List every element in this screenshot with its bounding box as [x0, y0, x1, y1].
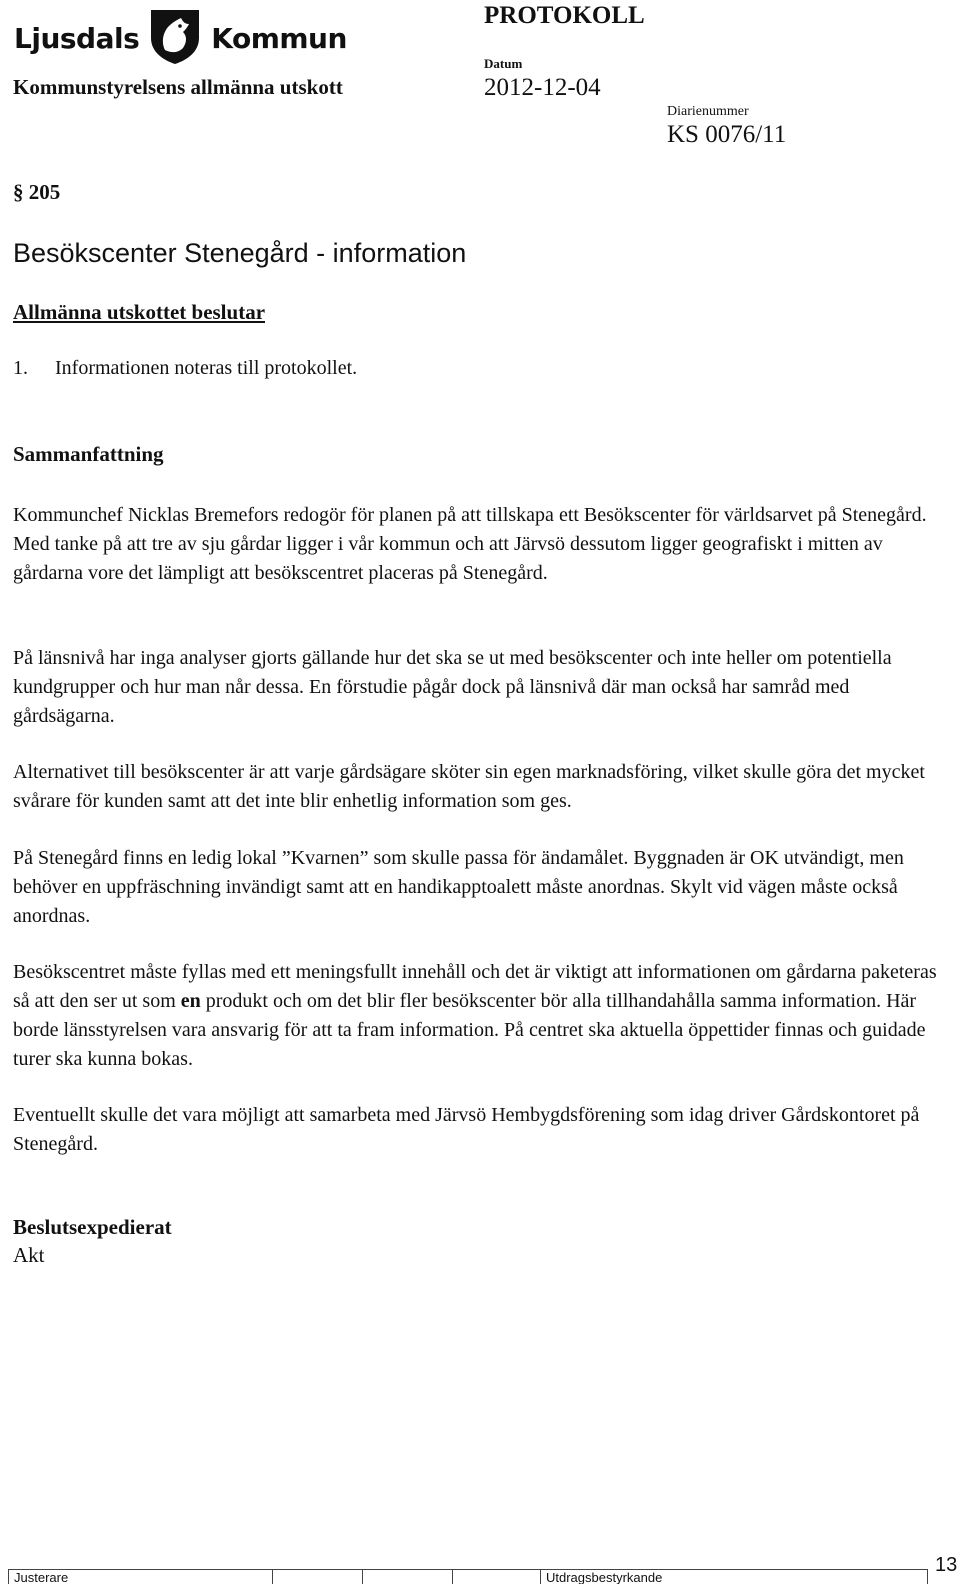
page-number: 13 [935, 1554, 958, 1576]
decision-item [13, 357, 357, 380]
summary-paragraph-3: Alternativet till besökscenter är att varje gårdsägare sköter sin egen marknadsföring, vilket skulle göra det mycket svårare för kunden samt att det inte blir enhetlig information som ges. [13, 761, 925, 812]
expedited-heading: Beslutsexpedierat [13, 1215, 172, 1239]
expedited-to: Akt [13, 1243, 45, 1267]
summary-paragraph-5 [13, 958, 943, 1074]
municipality-logo [14, 6, 347, 71]
justerare-cell: Justerare [8, 1570, 272, 1584]
logo-word-right: Kommun [211, 22, 347, 55]
committee-name: Kommunstyrelsens allmänna utskott [13, 75, 343, 99]
diarie-label: Diarienummer [667, 104, 749, 119]
date-label: Datum [484, 56, 523, 71]
section-title: Besökscenter Stenegård - information [13, 238, 467, 268]
paragraph-5-part-1: Besökscentret måste fyllas med ett meningsfullt innehåll och det är viktigt att informationen om gårdarna paketeras så att den ser ut som [13, 961, 937, 1012]
justerare-blank-cell [452, 1570, 540, 1584]
diarie-value: KS 0076/11 [667, 121, 787, 148]
paragraph-number: § 205 [13, 180, 61, 204]
decision-heading: Allmänna utskottet beslutar [13, 300, 266, 324]
justerare-blank-cell [362, 1570, 452, 1584]
utdragsbestyrkande-cell: Utdragsbestyrkande [540, 1570, 928, 1584]
date-value: 2012-12-04 [484, 74, 601, 101]
logo-word-left: Ljusdals [14, 22, 140, 55]
paragraph-5-emphasis: en [180, 990, 201, 1012]
summary-paragraph-6: Eventuellt skulle det vara möjligt att samarbeta med Järvsö Hembygdsförening som idag driver Gårdskontoret på Stenegård. [13, 1104, 920, 1155]
decision-item-text: Informationen noteras till protokollet. [55, 357, 358, 379]
signature-footer [8, 1569, 928, 1584]
coat-of-arms-icon [147, 6, 203, 71]
document-type: PROTOKOLL [484, 2, 645, 29]
decision-item-number: 1. [13, 357, 28, 379]
summary-paragraph-4: På Stenegård finns en ledig lokal ”Kvarnen” som skulle passa för ändamålet. Byggnaden är OK utvändigt, men behöver en uppfräschning invändigt samt att en handikapptoalett måste anordnas. Skylt vid vägen måste också anordnas. [13, 847, 904, 927]
summary-paragraph-1: Kommunchef Nicklas Bremefors redogör för planen på att tillskapa ett Besökscenter för världsarvet på Stenegård. Med tanke på att tre av sju gårdar ligger i vår kommun och att Järvsö dessutom ligger geografiskt i mitten av gårdarna vore det lämpligt att besökscentret placeras på Stenegård. [13, 504, 927, 584]
summary-heading: Sammanfattning [13, 442, 164, 466]
paragraph-5-part-2: produkt och om det blir fler besökscenter bör alla tillhandahålla samma information. Här borde länsstyrelsen vara ansvarig för att ta fram information. På centret ska aktuella öppettider finnas och guidade turer ska kunna bokas. [13, 990, 926, 1070]
justerare-blank-cell [272, 1570, 362, 1584]
summary-paragraph-2: På länsnivå har inga analyser gjorts gällande hur det ska se ut med besökscenter och inte heller om potentiella kundgrupper och hur man når dessa. En förstudie pågår dock på länsnivå där man också har samråd med gårdsägarna. [13, 647, 892, 727]
